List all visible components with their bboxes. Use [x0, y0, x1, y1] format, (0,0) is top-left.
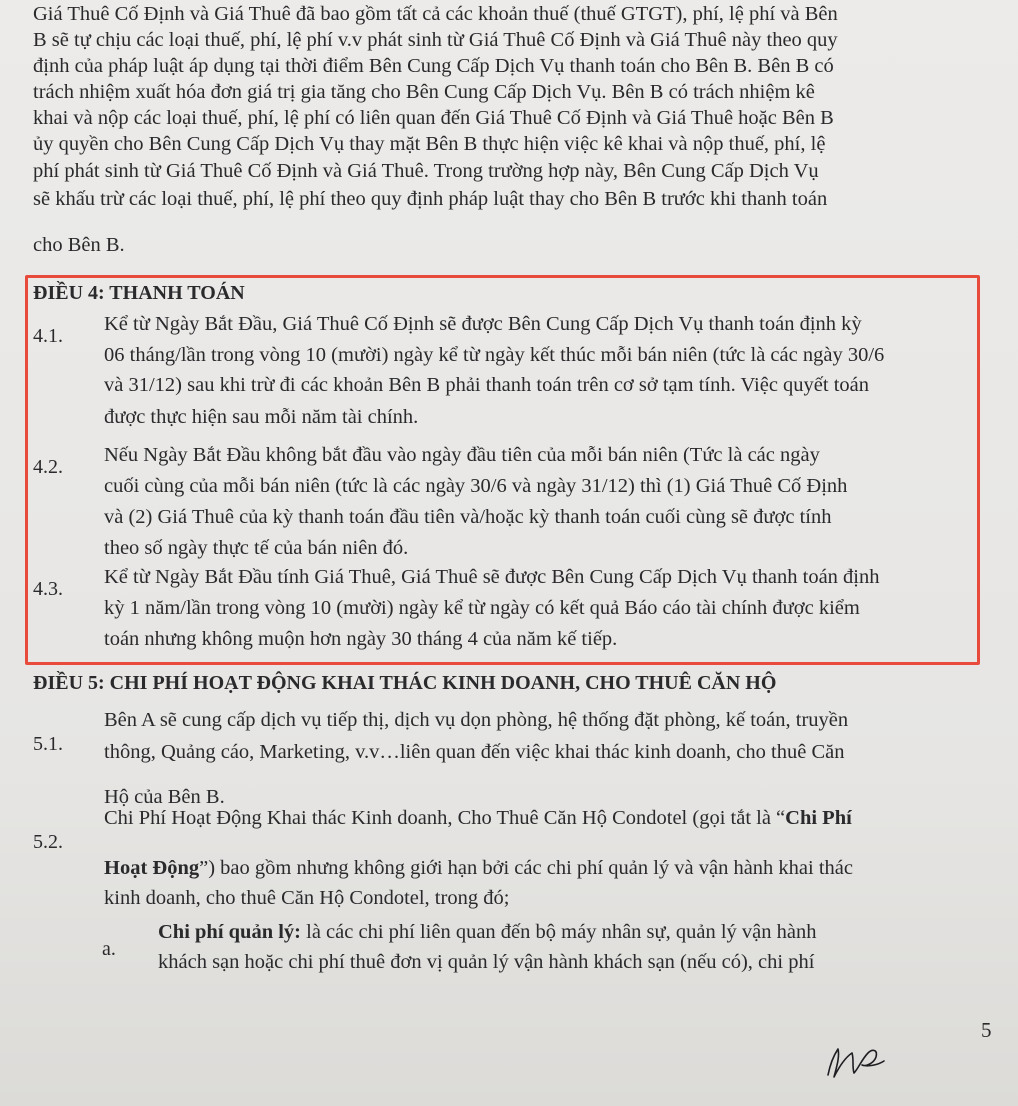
clause-4-2-line: theo số ngày thực tế của bán niên đó. [104, 537, 409, 559]
page-number: 5 [981, 1018, 992, 1042]
clause-4-2-line: cuối cùng của mỗi bán niên (tức là các ngày 30/6 và ngày 31/12) thì (1) Giá Thuê Cố Định [104, 475, 848, 497]
clause-5-1-line: Bên A sẽ cung cấp dịch vụ tiếp thị, dịch vụ dọn phòng, hệ thống đặt phòng, kế toán, truyền [104, 709, 849, 731]
clause-4-1-line: Kể từ Ngày Bắt Đầu, Giá Thuê Cố Định sẽ được Bên Cung Cấp Dịch Vụ thanh toán định kỳ [104, 313, 862, 335]
clause-4-1-line: 06 tháng/lần trong vòng 10 (mười) ngày kể từ ngày kết thúc mỗi bán niên (tức là các ngày 30/6 [104, 344, 885, 366]
clause-5-2-text: ”) bao gồm nhưng không giới hạn bởi các chi phí quản lý và vận hành khai thác [199, 857, 853, 879]
clause-5-2-line [104, 856, 853, 880]
intro-line: ủy quyền cho Bên Cung Cấp Dịch Vụ thay mặt Bên B thực hiện việc kê khai và nộp thuế, phí, lệ [33, 133, 826, 155]
intro-line: phí phát sinh từ Giá Thuê Cố Định và Giá Thuê. Trong trường hợp này, Bên Cung Cấp Dịch Vụ [33, 160, 819, 182]
clause-4-3-line: toán nhưng không muộn hơn ngày 30 tháng 4 của năm kế tiếp. [104, 628, 618, 650]
clause-5-2-line [104, 806, 852, 830]
sub-item-a-line [158, 920, 817, 944]
clause-number: 5.2. [33, 831, 63, 853]
intro-line: sẽ khấu trừ các loại thuế, phí, lệ phí theo quy định pháp luật thay cho Bên B trước khi thanh toán [33, 188, 828, 210]
clause-number: 4.2. [33, 456, 63, 478]
article-4-heading: ĐIỀU 4: THANH TOÁN [33, 282, 245, 304]
defined-term: Hoạt Động [104, 857, 200, 879]
clause-number: 4.1. [33, 325, 63, 347]
article-5-heading: ĐIỀU 5: CHI PHÍ HOẠT ĐỘNG KHAI THÁC KINH DOANH, CHO THUÊ CĂN HỘ [33, 672, 777, 694]
clause-4-1-line: và 31/12) sau khi trừ đi các khoản Bên B phải thanh toán trên cơ sở tạm tính. Việc quyết toán [104, 374, 870, 396]
clause-5-2-text: Chi Phí Hoạt Động Khai thác Kinh doanh, Cho Thuê Căn Hộ Condotel (gọi tắt là “ [104, 807, 786, 829]
sub-item-a-line: khách sạn hoặc chi phí thuê đơn vị quản lý vận hành khách sạn (nếu có), chi phí [158, 951, 815, 973]
intro-line: khai và nộp các loại thuế, phí, lệ phí có liên quan đến Giá Thuê Cố Định và Giá Thuê hoặc Bên B [33, 107, 834, 129]
clause-4-1-line: được thực hiện sau mỗi năm tài chính. [104, 406, 419, 428]
clause-5-1-line: thông, Quảng cáo, Marketing, v.v…liên quan đến việc khai thác kinh doanh, cho thuê Căn [104, 741, 845, 763]
intro-line: B sẽ tự chịu các loại thuế, phí, lệ phí v.v phát sinh từ Giá Thuê Cố Định và Giá Thuê này theo quy [33, 29, 838, 51]
defined-term: Chi Phí [785, 807, 852, 829]
clause-number: 4.3. [33, 578, 63, 600]
intro-line: trách nhiệm xuất hóa đơn giá trị gia tăng cho Bên Cung Cấp Dịch Vụ. Bên B có trách nhiệm kê [33, 81, 815, 103]
clause-5-1-line: Hộ của Bên B. [104, 786, 225, 808]
clause-4-2-line: và (2) Giá Thuê của kỳ thanh toán đầu tiên và/hoặc kỳ thanh toán cuối cùng sẽ được tính [104, 506, 832, 528]
sub-item-marker: a. [102, 938, 116, 960]
clause-5-2-line: kinh doanh, cho thuê Căn Hộ Condotel, trong đó; [104, 887, 510, 909]
clause-4-3-line: kỳ 1 năm/lần trong vòng 10 (mười) ngày kể từ ngày có kết quả Báo cáo tài chính được kiểm [104, 597, 860, 619]
sub-item-a-term: Chi phí quản lý: [158, 921, 301, 943]
intro-line: định của pháp luật áp dụng tại thời điểm Bên Cung Cấp Dịch Vụ thanh toán cho Bên B. Bên B có [33, 55, 834, 77]
sub-item-a-text: là các chi phí liên quan đến bộ máy nhân sự, quản lý vận hành [301, 921, 817, 943]
intro-line: cho Bên B. [33, 234, 125, 256]
clause-4-2-line: Nếu Ngày Bắt Đầu không bắt đầu vào ngày đầu tiên của mỗi bán niên (Tức là các ngày [104, 444, 820, 466]
intro-line: Giá Thuê Cố Định và Giá Thuê đã bao gồm tất cả các khoản thuế (thuế GTGT), phí, lệ phí và Bên [33, 3, 838, 25]
clause-4-3-line: Kể từ Ngày Bắt Đầu tính Giá Thuê, Giá Thuê sẽ được Bên Cung Cấp Dịch Vụ thanh toán định [104, 566, 880, 588]
handwritten-initial [822, 1035, 892, 1085]
clause-number: 5.1. [33, 733, 63, 755]
